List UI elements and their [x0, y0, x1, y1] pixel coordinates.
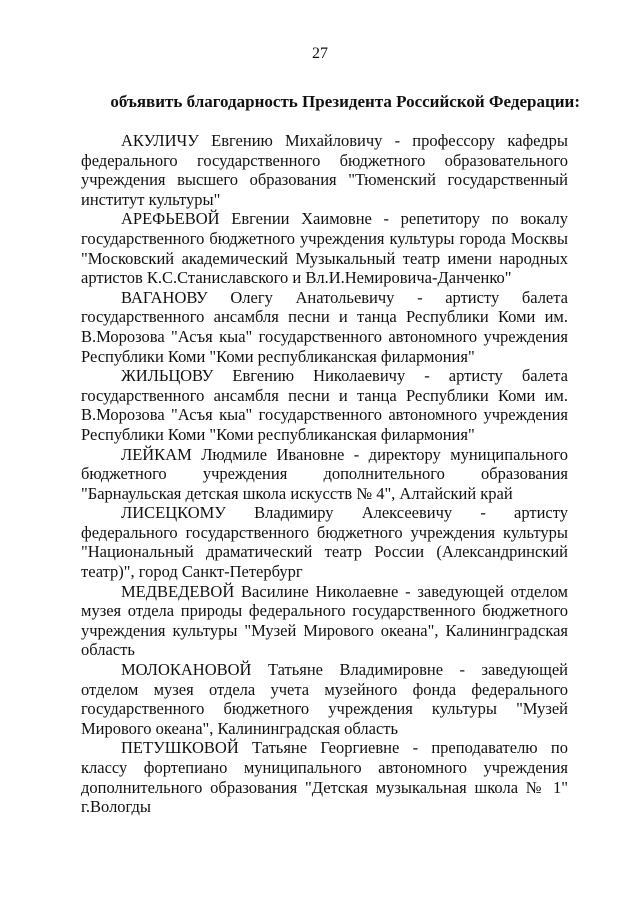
- award-entry-molokanova: МОЛОКАНОВОЙ Татьяне Владимировне - заведующей отделом музея отдела учета музейного фонда федерального государственного бюджетного учреждения культуры "Музей Мирового океана", Калининградская область: [81, 660, 568, 738]
- award-entry-leikam: ЛЕЙКАМ Людмиле Ивановне - директору муниципального бюджетного учреждения дополнительного образования "Барнаульская детская школа искусств № 4", Алтайский край: [81, 444, 568, 503]
- award-list: [81, 131, 568, 817]
- award-entry-vaganov: ВАГАНОВУ Олегу Анатольевичу - артисту балета государственного ансамбля песни и танца Республики Коми им. В.Морозова "Асъя кыа" государственного автономного учреждения Республики Коми "Коми республиканская филармония": [81, 287, 568, 366]
- award-entry-zhiltsov: ЖИЛЬЦОВУ Евгению Николаевичу - артисту балета государственного ансамбля песни и танца Республики Коми им. В.Морозова "Асъя кыа" государственного автономного учреждения Республики Коми "Коми республиканская филармония": [81, 366, 568, 444]
- award-entry-petushkova: ПЕТУШКОВОЙ Татьяне Георгиевне - преподавателю по классу фортепиано муниципального автономного учреждения дополнительного образования "Детская музыкальная школа № 1" г.Вологды: [81, 738, 568, 817]
- award-entry-medvedeva: МЕДВЕДЕВОЙ Василине Николаевне - заведующей отделом музея отдела природы федерального государственного бюджетного учреждения культуры "Музей Мирового океана", Калининградская область: [81, 581, 568, 660]
- award-entry-arefieva: АРЕФЬЕВОЙ Евгении Хаимовне - репетитору по вокалу государственного бюджетного учреждения культуры города Москвы "Московский академический Музыкальный театр имени народных артистов К.С.Станиславского и Вл.И.Немировича-Данченко": [81, 209, 568, 288]
- award-entry-akulich: АКУЛИЧУ Евгению Михайловичу - профессору кафедры федерального государственного бюджетного образовательного учреждения высшего образования "Тюменский государственный институт культуры": [81, 131, 568, 209]
- award-entry-lisetsky: ЛИСЕЦКОМУ Владимиру Алексеевичу - артисту федерального государственного бюджетного учреждения культуры "Национальный драматический театр России (Александринский театр)", город Санкт-Петербург: [81, 503, 568, 582]
- decree-heading: объявить благодарность Президента Российской Федерации:: [110, 92, 580, 111]
- page-number: 27: [312, 45, 328, 62]
